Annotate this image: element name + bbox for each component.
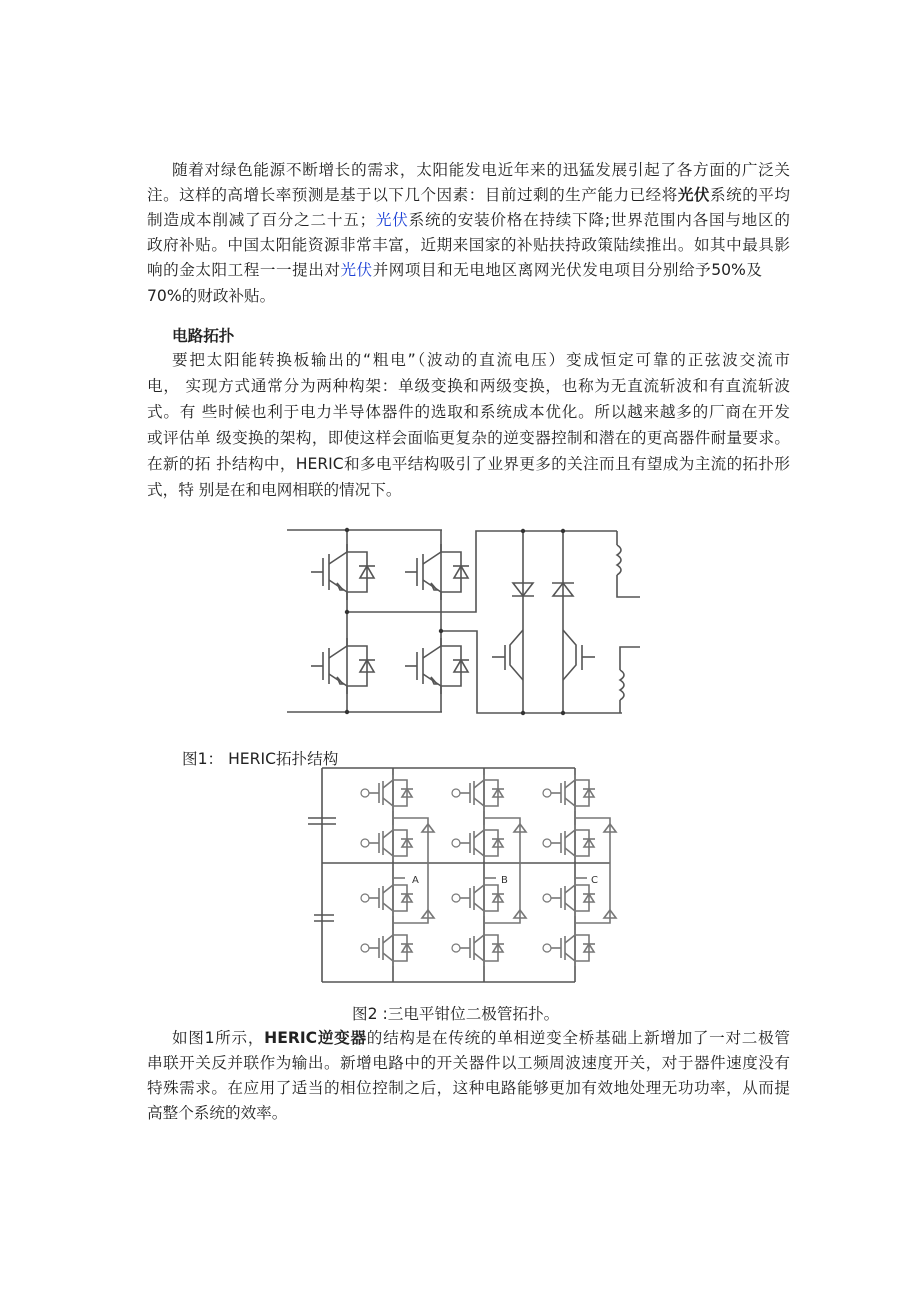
link-pv[interactable]: 光伏	[375, 211, 409, 229]
figure1-caption: 图1： HERIC拓扑结构	[182, 750, 339, 768]
section-heading: 电路拓扑	[172, 327, 235, 345]
text: 注。这样的高增长率预测是基于以下几个因素：目前过剩的生产能力已经将	[147, 186, 678, 204]
node-label-a: A	[412, 875, 419, 886]
figure2-three-level-npc-circuit	[300, 762, 630, 992]
text-line: 式，特 别是在和电网相联的情况下。	[147, 481, 402, 499]
figure2-caption: 图2 :三电平钳位二极管拓扑。	[352, 1005, 560, 1023]
text-line: 随着对绿色能源不断增长的需求，太阳能发电近年来的迅猛发展引起了各方面的广泛关	[172, 161, 790, 179]
text-line: 在新的拓 扑结构中，HERIC和多电平结构吸引了业界更多的关注而且有望成为主流的拓扑形	[147, 455, 790, 473]
text-line	[147, 210, 790, 230]
text: 响的金太阳工程一一提出对	[147, 261, 341, 279]
keyword-pv: 光伏	[677, 186, 711, 204]
phase-legs	[361, 768, 616, 982]
link-pv[interactable]: 光伏	[340, 261, 373, 279]
text: 并网项目和无电地区离网光伏发电项目分别给予50%及	[372, 261, 762, 279]
keyword-heric-inverter: HERIC逆变器	[264, 1029, 367, 1047]
node-label-c: C	[591, 875, 598, 886]
text-line: 串联开关反并联作为输出。新增电路中的开关器件以工频周波速度开关，对于器件速度没有	[147, 1054, 790, 1072]
text-line: 70%的财政补贴。	[147, 287, 276, 305]
text-line: 高整个系统的效率。	[147, 1104, 288, 1122]
text-line	[147, 260, 762, 280]
text-line: 或评估单 级变换的架构，即使这样会面临更复杂的逆变器控制和潜在的更高器件耐量要求。	[147, 429, 790, 447]
text-line	[147, 185, 790, 205]
figure1-heric-circuit	[280, 520, 650, 720]
text: 如图1所示，	[172, 1029, 265, 1047]
text: 系统的平均	[710, 186, 790, 204]
text-line: 政府补贴。中国太阳能资源非常丰富，近期来国家的补贴扶持政策陆续推出。如其中最具影	[147, 236, 790, 254]
node-label-b: B	[501, 875, 508, 886]
text-line	[172, 1028, 790, 1048]
text-line: 式。有 些时候也利于电力半导体器件的选取和系统成本优化。所以越来越多的厂商在开发	[147, 403, 790, 421]
text: 制造成本削减了百分之二十五；	[147, 211, 376, 229]
text: 系统的安装价格在持续下降;世界范围内各国与地区的	[408, 211, 790, 229]
text: 的结构是在传统的单相逆变全桥基础上新增加了一对二极管	[366, 1029, 790, 1047]
text-line: 要把太阳能转换板输出的“粗电”（波动的直流电压）变成恒定可靠的正弦波交流市	[172, 351, 790, 369]
text-line: 电， 实现方式通常分为两种构架：单级变换和两级变换，也称为无直流斩波和有直流斩波	[147, 377, 790, 395]
text-line: 特殊需求。在应用了适当的相位控制之后，这种电路能够更加有效地处理无功功率，从而提	[147, 1079, 790, 1097]
